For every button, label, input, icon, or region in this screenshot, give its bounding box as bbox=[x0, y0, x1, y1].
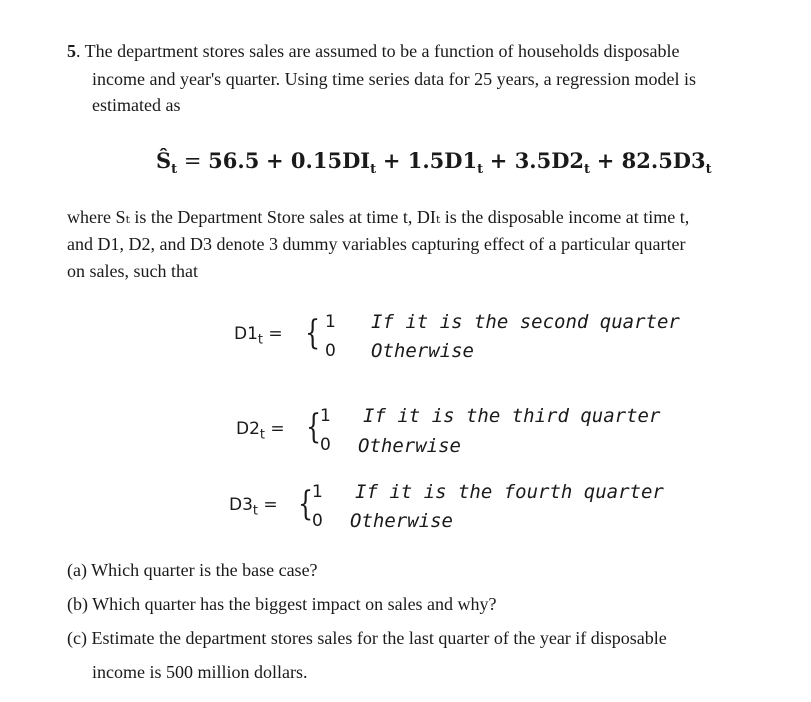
equation-lhs-sub: t bbox=[171, 162, 178, 178]
regression-equation bbox=[156, 146, 712, 185]
equation-equals: = bbox=[183, 149, 202, 173]
dummy-d2-condition-one: If it is the third quarter bbox=[363, 405, 661, 427]
dummy-d2-name: $D2_t$ = bbox=[236, 419, 285, 443]
dummy-d3-one: 1 bbox=[312, 482, 323, 502]
dummy-d3-condition-zero: Otherwise bbox=[350, 510, 453, 532]
dummy-d2-condition-zero: Otherwise bbox=[358, 435, 461, 457]
dummy-d2-one: 1 bbox=[320, 406, 331, 426]
equation-term-1: 56.5 bbox=[208, 148, 260, 173]
definitions-line-1: where Sₜ is the Department Store sales at time t, DIₜ is the disposable income at time t, bbox=[67, 207, 690, 227]
dummy-d3-condition-one: If it is the fourth quarter bbox=[355, 481, 664, 503]
part-c: (c) Estimate the department stores sales for the last quarter of the year if disposable bbox=[67, 628, 667, 648]
dummy-d1-condition-zero: Otherwise bbox=[371, 340, 474, 362]
dummy-d1-zero: 0 bbox=[325, 341, 336, 361]
equation-term-3-sub: t bbox=[477, 162, 484, 178]
equation-term-3: + 1.5D1 bbox=[382, 148, 478, 173]
definitions-line-3: on sales, such that bbox=[67, 261, 198, 281]
question-intro-line-3: estimated as bbox=[92, 95, 181, 115]
part-b: (b) Which quarter has the biggest impact on sales and why? bbox=[67, 594, 497, 614]
dummy-d1-condition-one: If it is the second quarter bbox=[371, 311, 680, 333]
dummy-d1-name: $D1_t$ = bbox=[234, 324, 283, 348]
equation-term-4: + 3.5D2 bbox=[489, 148, 585, 173]
equation-term-5-sub: t bbox=[705, 162, 712, 178]
dummy-d2-brace: { bbox=[306, 407, 322, 447]
question-number: 5 bbox=[67, 41, 76, 61]
dummy-d3-zero: 0 bbox=[312, 511, 323, 531]
equation-term-2: + 0.15DI bbox=[266, 148, 371, 173]
intro-text-1: . The department stores sales are assumed to be a function of households disposable bbox=[76, 41, 680, 61]
question-intro-line-1 bbox=[67, 38, 680, 64]
equation-term-5: + 82.5D3 bbox=[596, 148, 706, 173]
dummy-d1-brace: { bbox=[305, 313, 321, 353]
dummy-d1-one: 1 bbox=[325, 312, 336, 332]
equation-term-4-sub: t bbox=[584, 162, 591, 178]
part-a: (a) Which quarter is the base case? bbox=[67, 560, 318, 580]
dummy-d3-name: $D3_t$ = bbox=[229, 495, 278, 519]
equation-term-2-sub: t bbox=[370, 162, 377, 178]
part-c-continued: income is 500 million dollars. bbox=[92, 662, 308, 682]
equation-lhs: Ŝ bbox=[156, 148, 172, 173]
question-intro-line-2: income and year's quarter. Using time series data for 25 years, a regression model is bbox=[92, 69, 697, 89]
definitions-line-2: and D1, D2, and D3 denote 3 dummy variables capturing effect of a particular quarter bbox=[67, 234, 686, 254]
dummy-d2-zero: 0 bbox=[320, 435, 331, 455]
dummy-d3-brace: { bbox=[298, 484, 314, 524]
